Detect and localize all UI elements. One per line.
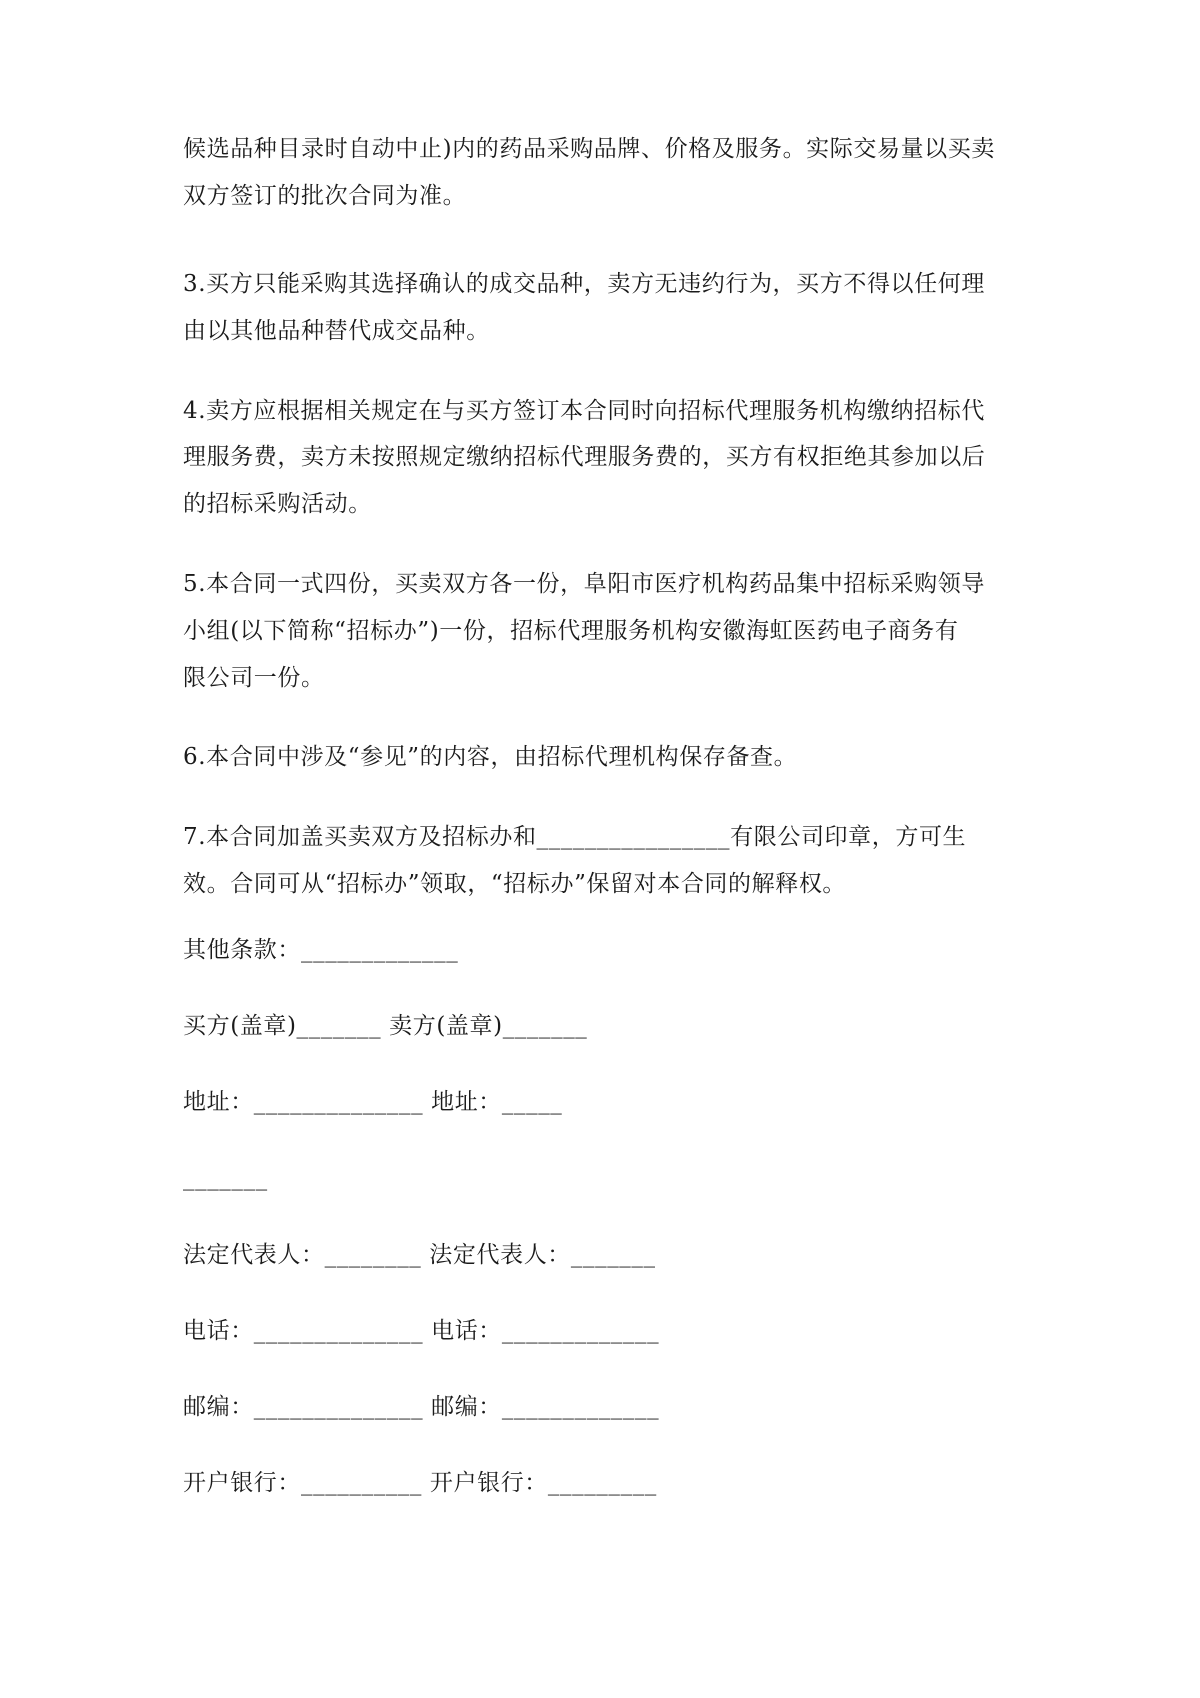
text-line: 候选品种目录时自动中止)内的药品采购品牌、价格及服务。实际交易量以买卖 <box>183 136 995 162</box>
legal-representative-fields: 法定代表人：________ 法定代表人：_______ <box>183 1242 656 1268</box>
phone-fields: 电话：______________ 电话：_____________ <box>183 1318 660 1344</box>
address-fields: 地址：______________ 地址：_____ <box>183 1089 563 1115</box>
clause-7: 7.本合同加盖买卖双方及招标办和________________有限公司印章，方可生 <box>183 824 967 850</box>
bank-fields: 开户银行：__________ 开户银行：_________ <box>183 1470 657 1496</box>
address-continuation: _______ <box>183 1165 268 1191</box>
clause-6: 6.本合同中涉及“参见”的内容，由招标代理机构保存备查。 <box>183 744 798 770</box>
clause-3: 3.买方只能采购其选择确认的成交品种，卖方无违约行为，买方不得以任何理 <box>183 271 985 297</box>
clause-4: 4.卖方应根据相关规定在与买方签订本合同时向招标代理服务机构缴纳招标代 <box>183 398 985 424</box>
postcode-fields: 邮编：______________ 邮编：_____________ <box>183 1394 660 1420</box>
text-line: 限公司一份。 <box>183 665 325 691</box>
other-terms-field: 其他条款：_____________ <box>183 937 459 963</box>
text-line: 由以其他品种替代成交品种。 <box>183 318 490 344</box>
text-line: 的招标采购活动。 <box>183 491 372 517</box>
text-line: 理服务费，卖方未按照规定缴纳招标代理服务费的，买方有权拒绝其参加以后 <box>183 444 986 470</box>
clause-5: 5.本合同一式四份，买卖双方各一份，阜阳市医疗机构药品集中招标采购领导 <box>183 571 985 597</box>
seal-fields: 买方(盖章)_______ 卖方(盖章)_______ <box>183 1013 588 1039</box>
text-line: 小组(以下简称“招标办”)一份，招标代理服务机构安徽海虹医药电子商务有 <box>183 618 959 644</box>
text-line: 效。合同可从“招标办”领取，“招标办”保留对本合同的解释权。 <box>183 871 847 897</box>
text-line: 双方签订的批次合同为准。 <box>183 183 467 209</box>
